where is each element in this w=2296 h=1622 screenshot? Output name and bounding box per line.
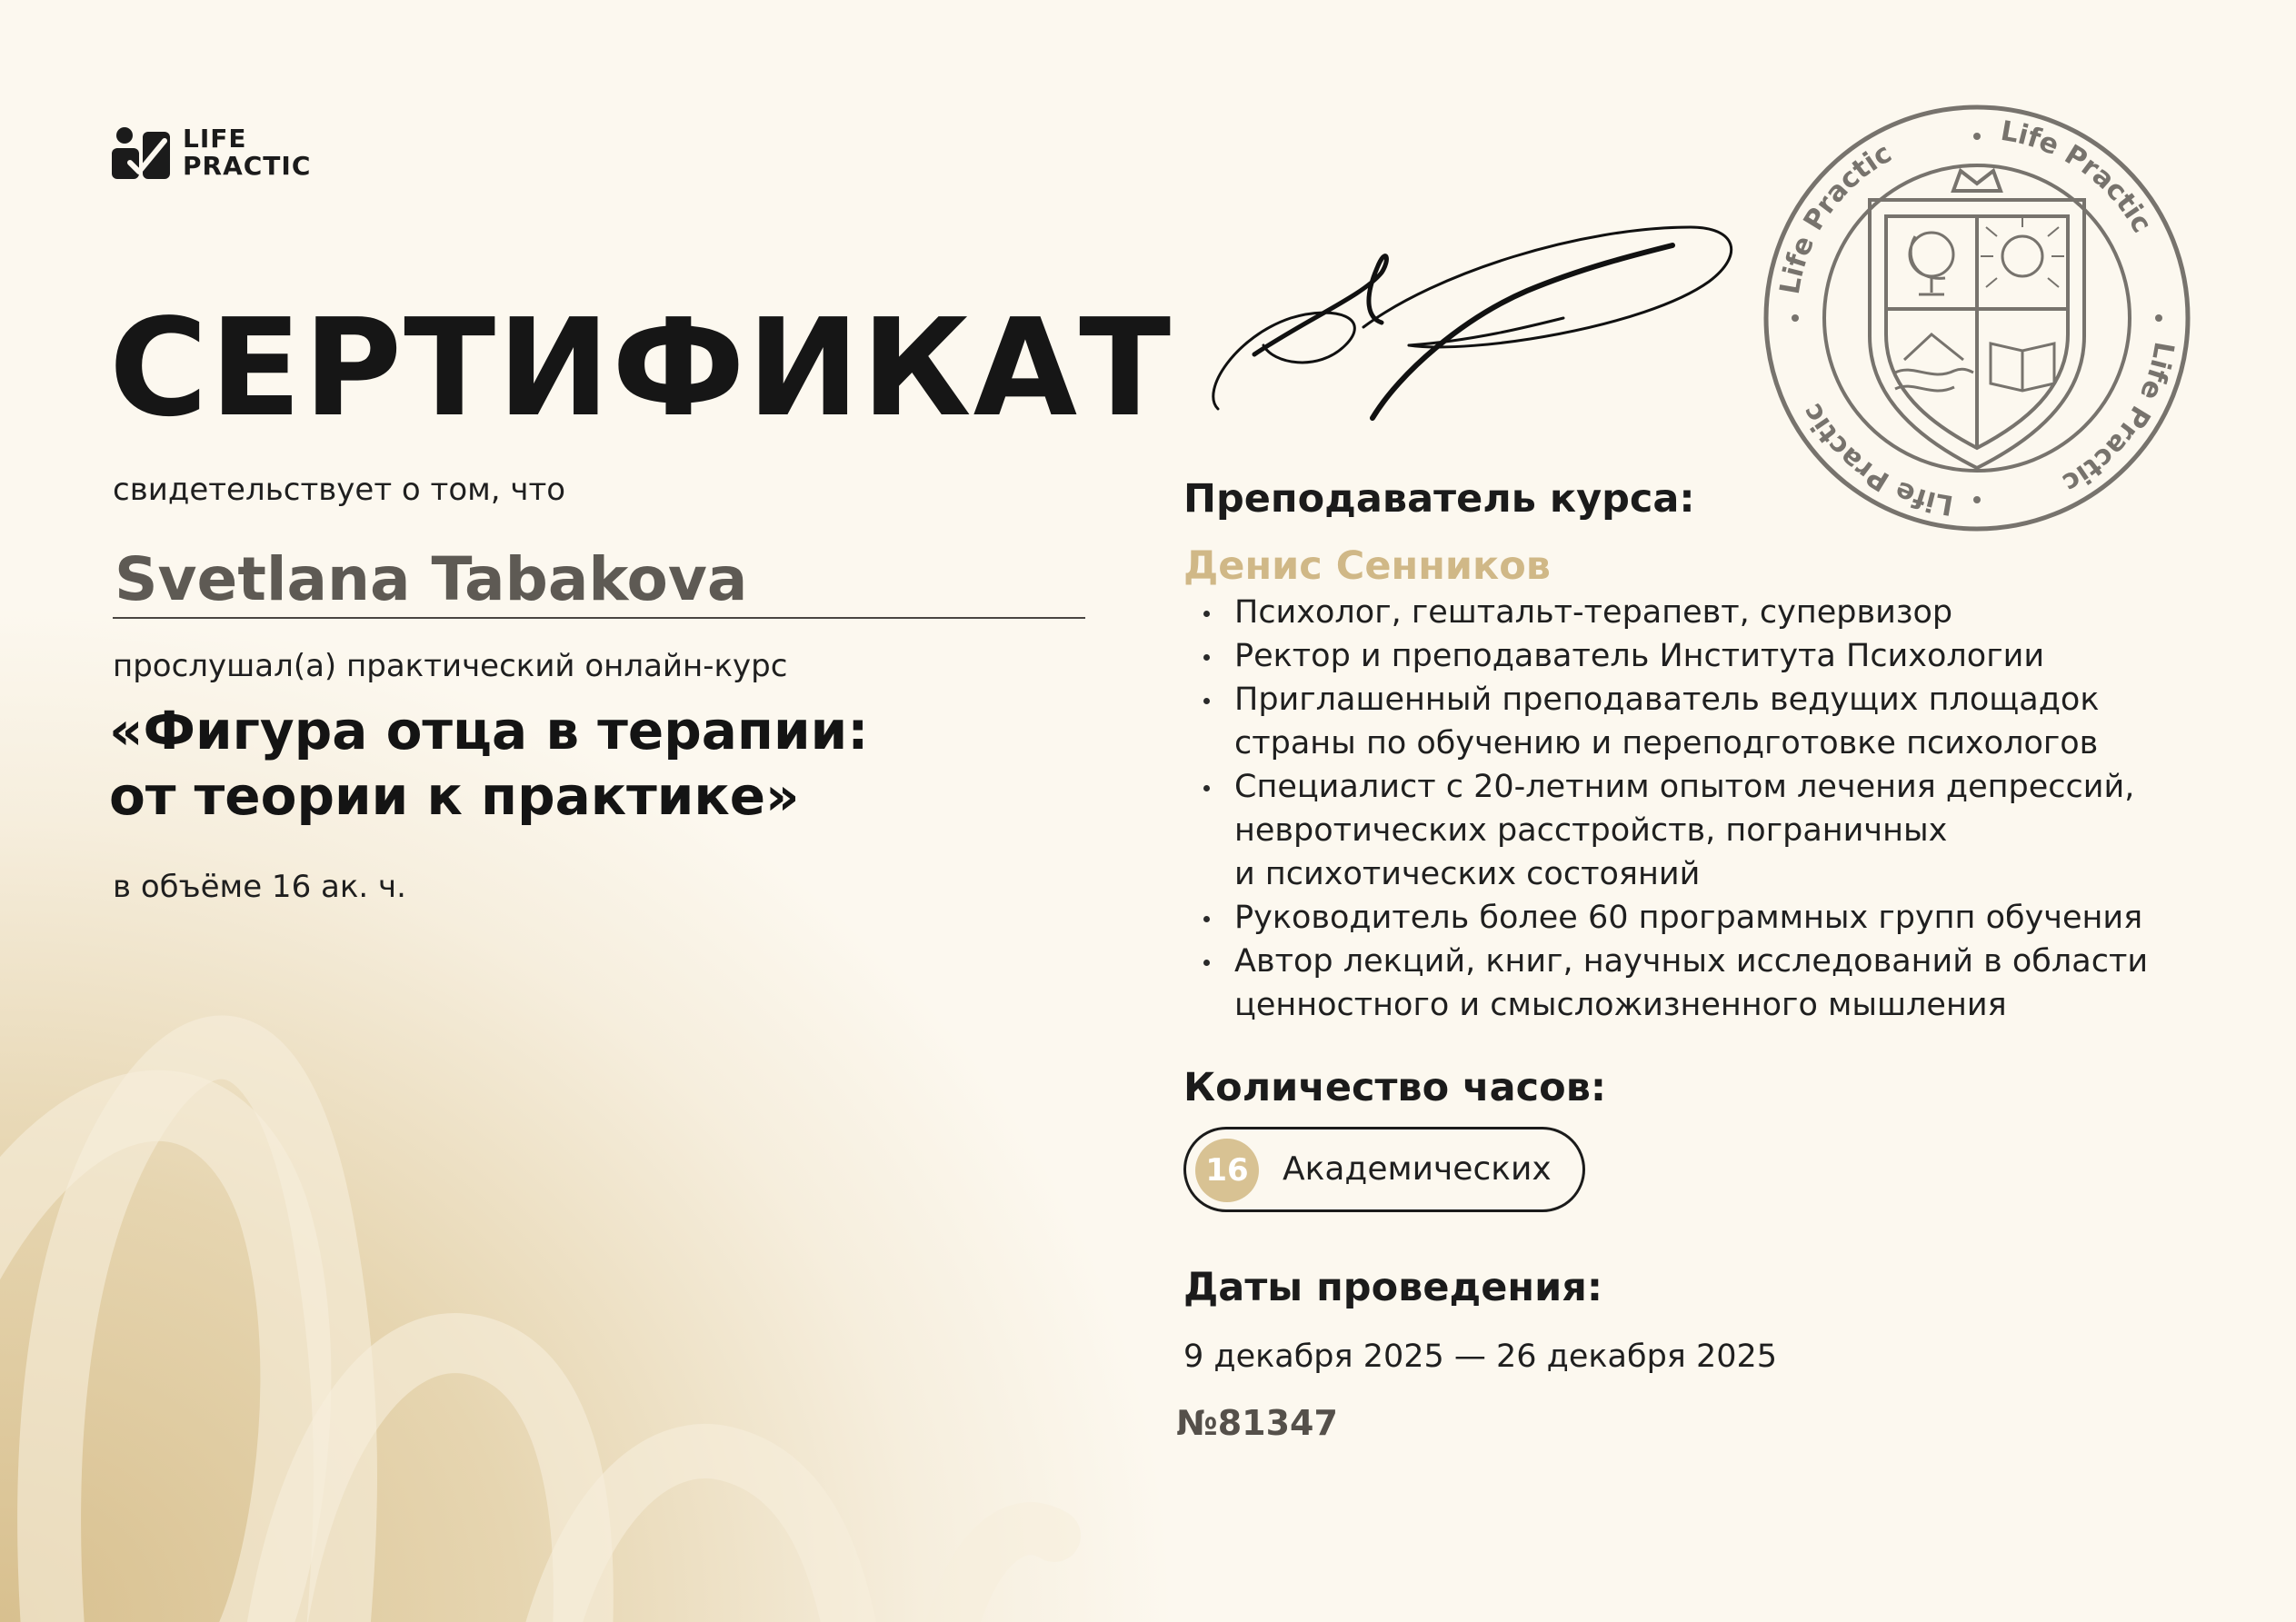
- brand-logo-line2: PRACTIC: [183, 151, 312, 181]
- teacher-bio-item: [1183, 634, 2148, 678]
- certificate-number: №81347: [1176, 1403, 1338, 1443]
- student-name-underline: [113, 617, 1085, 619]
- hours-count: 16: [1195, 1139, 1259, 1202]
- signature: [1200, 218, 1745, 427]
- seal-ring-text: Life Practic: [1998, 114, 2158, 239]
- course-title: [109, 698, 868, 829]
- brand-logo-icon: [112, 126, 170, 179]
- teacher-bio-line: Автор лекций, книг, научных исследований в области: [1234, 943, 2149, 980]
- teacher-bio-line: страны по обучению и переподготовке психологов: [1234, 725, 2099, 761]
- hours-badge: [1183, 1127, 1585, 1212]
- completed-course-text: прослушал(а) практический онлайн-курс: [113, 648, 788, 684]
- seal-ring-text: Life Practic: [1773, 137, 1898, 297]
- teacher-bio-item: [1183, 940, 2148, 1027]
- teacher-bio-line: Психолог, гештальт-терапевт, супервизор: [1234, 594, 1953, 631]
- teacher-bio-line: Руководитель более 60 программных групп обучения: [1234, 900, 2143, 936]
- brand-logo-line1: LIFE: [183, 124, 247, 154]
- course-dates: 9 декабря 2025 — 26 декабря 2025: [1183, 1338, 1778, 1375]
- brand-logo: [112, 125, 311, 180]
- seal-ring-text: Life Practic: [1796, 397, 1956, 522]
- teacher-bio-list: [1183, 591, 2148, 1027]
- institution-seal: [1759, 100, 2195, 536]
- teacher-bio-line: Приглашенный преподаватель ведущих площадок: [1234, 682, 2100, 718]
- dates-heading: Даты проведения:: [1183, 1265, 1603, 1310]
- course-title-line: от теории к практике»: [109, 765, 800, 827]
- seal-ring-text: Life Practic: [2056, 339, 2181, 499]
- teacher-bio-item: [1183, 765, 2148, 896]
- hours-heading: Количество часов:: [1183, 1065, 1607, 1110]
- teacher-bio-line: невротических расстройств, пограничных: [1234, 812, 1948, 849]
- brand-logo-text: [183, 125, 311, 180]
- teacher-name: Денис Сенников: [1183, 543, 1551, 589]
- course-title-line: «Фигура отца в терапии:: [109, 700, 869, 761]
- teacher-bio-item: [1183, 591, 2148, 634]
- student-name: Svetlana Tabakova: [115, 544, 748, 614]
- teacher-bio-line: Специалист с 20-летним опытом лечения депрессий,: [1234, 769, 2135, 805]
- hours-label: Академических: [1283, 1150, 1552, 1188]
- certificate-title: СЕРТИФИКАТ: [109, 290, 1173, 446]
- teacher-bio-item: [1183, 896, 2148, 940]
- teacher-bio-line: и психотических состояний: [1234, 856, 1701, 892]
- teacher-bio-item: [1183, 678, 2148, 765]
- witness-text: свидетельствует о том, что: [113, 472, 566, 508]
- teacher-bio-line: Ректор и преподаватель Института Психологии: [1234, 638, 2045, 674]
- teacher-heading: Преподаватель курса:: [1183, 476, 1695, 522]
- course-volume: в объёме 16 ак. ч.: [113, 869, 406, 905]
- teacher-bio-line: ценностного и смысложизненного мышления: [1234, 987, 2007, 1023]
